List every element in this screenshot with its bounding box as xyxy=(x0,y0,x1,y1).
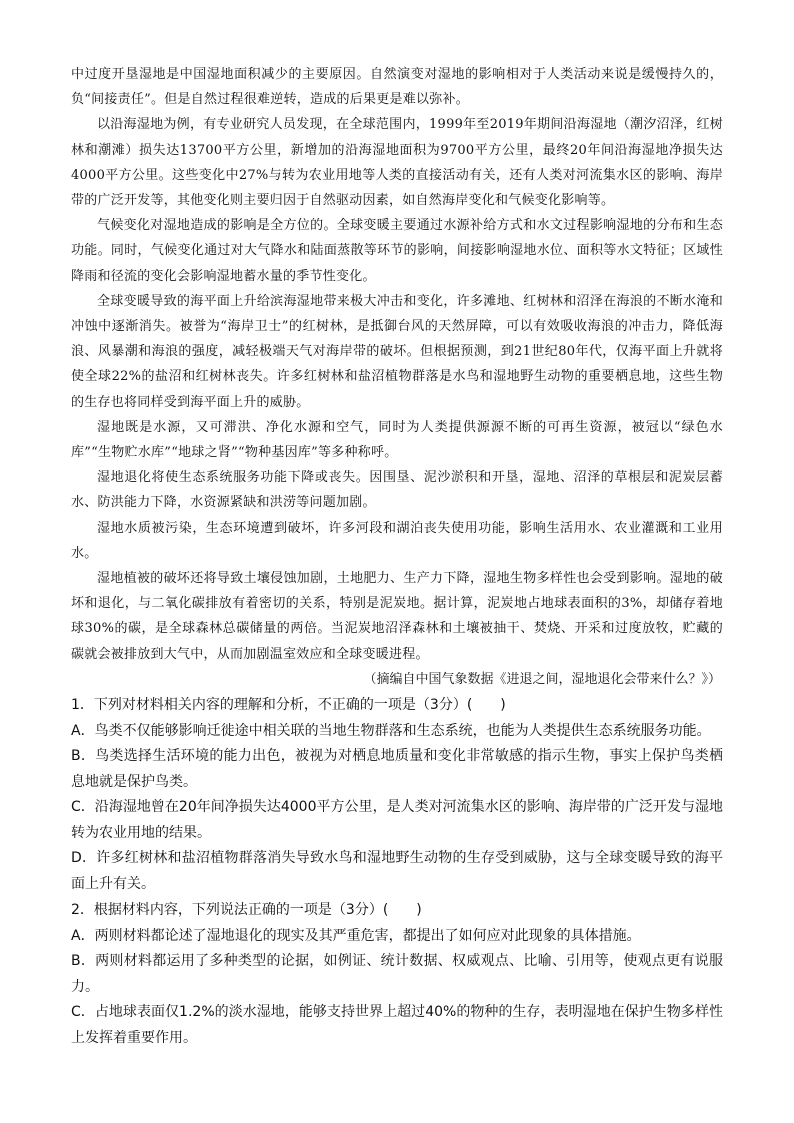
question-1-option-c: C．沿海湿地曾在20年间净损失达4000平方公里，是人类对河流集水区的影响、海岸带的广泛开发与湿地转为农业用地的结果。 xyxy=(71,799,723,841)
article-paragraph-2: 以沿海湿地为例，有专业研究人员发现，在全球范围内，1999年至2019年期间沿海湿地（潮汐沼泽，红树林和潮滩）损失达13700平方公里，新增加的沿海湿地面积为9700平方公里，最终20年间沿海湿地净损失达4000平方公里。这些变化中27%与转为农业用地等人类的直接活动有关，还有人类对河流集水区的影响、海岸带的广泛开发等，其他变化则主要归因于自然驱动因素，如自然海岸变化和气候变化影响等。 xyxy=(71,117,723,209)
question-1-option-d: D．许多红树林和盐沼植物群落消失导致水鸟和湿地野生动物的生存受到威胁，这与全球变暖导致的海平面上升有关。 xyxy=(71,850,723,892)
article-paragraph-5: 湿地既是水源，又可滞洪、净化水源和空气，同时为人类提供源源不断的可再生资源，被冠以“绿色水库”“生物贮水库”“地球之肾”“物种基因库”等多种称呼。 xyxy=(71,419,723,461)
question-2-option-c: C．占地球表面仅1.2%的淡水湿地，能够支持世界上超过40%的物种的生存，表明湿地在保护生物多样性上发挥着重要作用。 xyxy=(71,1004,723,1046)
question-1-title: 1．下列对材料相关内容的理解和分析，不正确的一项是（3分）( ) xyxy=(71,697,506,714)
article-paragraph-4: 全球变暖导致的海平面上升给滨海湿地带来极大冲击和变化，许多滩地、红树林和沼泽在海浪的不断水淹和冲蚀中逐渐消失。被誉为“海岸卫士”的红树林，是抵御台风的天然屏障，可以有效吸收海浪的冲击力，降低海浪、风暴潮和海浪的强度，减轻极端天气对海岸带的破坏。但根据预测，到21世纪80年代，仅海平面上升就将使全球22%的盐沼和红树林丧失。许多红树林和盐沼植物群落是水鸟和湿地野生动物的重要栖息地，这些生物的生存也将同样受到海平面上升的威胁。 xyxy=(71,293,723,410)
question-1 xyxy=(71,693,723,897)
article-body xyxy=(71,62,723,692)
question-1-option-b: B．鸟类选择生活环境的能力出色，被视为对栖息地质量和变化非常敏感的指示生物，事实上保护鸟类栖息地就是保护鸟类。 xyxy=(71,748,723,790)
article-paragraph-1: 中过度开垦湿地是中国湿地面积减少的主要原因。自然演变对湿地的影响相对于人类活动来说是缓慢持久的，负“间接责任”。但是自然过程很难逆转，造成的后果更是难以弥补。 xyxy=(71,67,723,108)
question-2-title: 2．根据材料内容，下列说法正确的一项是（3分）( ) xyxy=(71,902,422,919)
article-paragraph-8: 湿地植被的破坏还将导致土壤侵蚀加剧，土地肥力、生产力下降，湿地生物多样性也会受到影响。湿地的破坏和退化，与二氧化碳排放有着密切的关系，特别是泥炭地。据计算，泥炭地占地球表面积的3%，却储存着地球30%的碳，是全球森林总碳储量的两倍。当泥炭地沼泽森林和土壤被抽干、焚烧、开采和过度放牧，贮藏的碳就会被排放到大气中，从而加剧温室效应和全球变暖进程。 xyxy=(71,571,723,662)
question-2-option-a: A．两则材料都论述了湿地退化的现实及其严重危害，都提出了如何应对此现象的具体措施。 xyxy=(71,927,641,944)
question-2 xyxy=(71,898,723,1051)
article-paragraph-7: 湿地水质被污染，生态环境遭到破坏，许多河段和湖泊丧失使用功能，影响生活用水、农业灌溉和工业用水。 xyxy=(71,520,723,561)
article-source: （摘编自中国气象数据《进退之间，湿地退化会带来什么？》） xyxy=(363,671,721,687)
article-paragraph-6: 湿地退化将使生态系统服务功能下降或丧失。因围垦、泥沙淤积和开垦，湿地、沼泽的草根层和泥炭层蓄水、防洪能力下降，水资源紧缺和洪涝等问题加剧。 xyxy=(71,470,723,511)
question-1-option-a: A．鸟类不仅能够影响迁徙途中相关联的当地生物群落和生态系统，也能为人类提供生态系统服务功能。 xyxy=(71,722,711,739)
question-2-option-b: B．两则材料都运用了多种类型的论据，如例证、统计数据、权威观点、比喻、引用等，使观点更有说服力。 xyxy=(71,953,723,995)
article-paragraph-3: 气候变化对湿地造成的影响是全方位的。全球变暖主要通过水源补给方式和水文过程影响湿地的分布和生态功能。同时，气候变化通过对大气降水和陆面蒸散等环节的影响，间接影响湿地水位、面积等水文特征；区域性降雨和径流的变化会影响湿地蓄水量的季节性变化。 xyxy=(71,218,723,284)
